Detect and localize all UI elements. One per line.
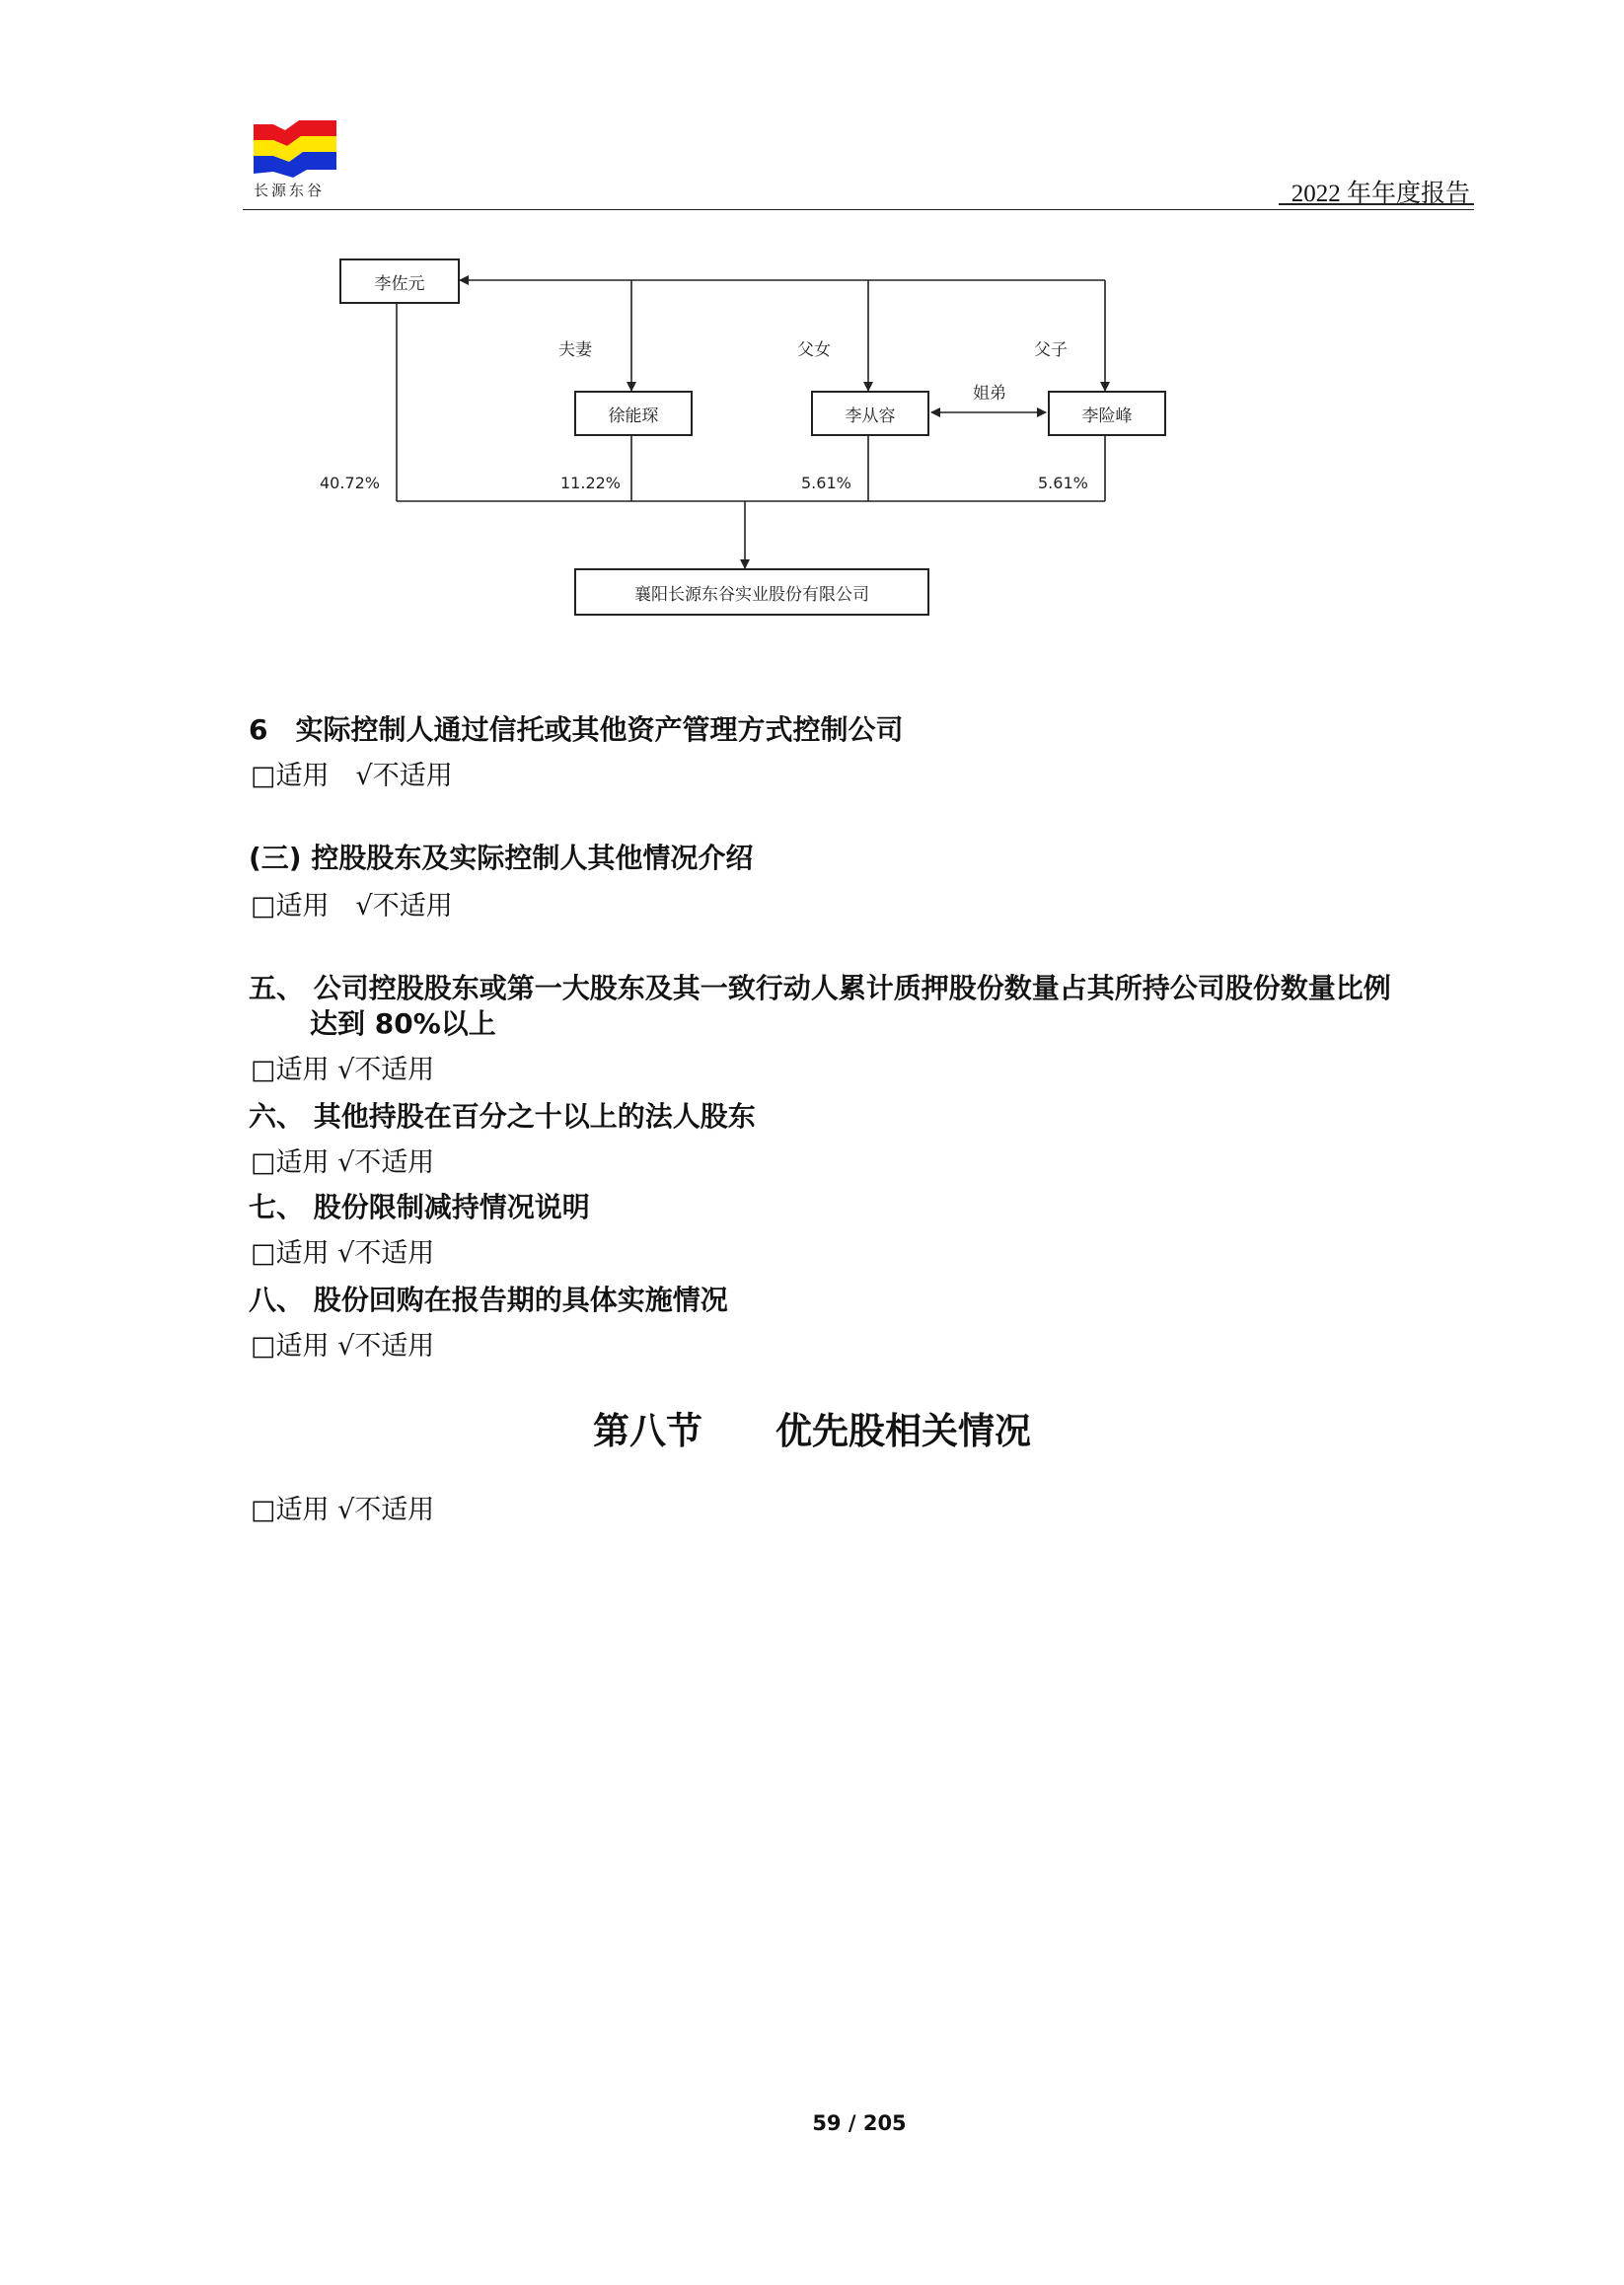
node-company: 襄阳长源东谷实业股份有限公司 [574, 568, 929, 616]
company-logo [252, 116, 338, 205]
node-daughter: 李从容 [811, 391, 929, 436]
holding-spouse: 11.22% [560, 474, 622, 492]
node-spouse: 徐能琛 [574, 391, 693, 436]
applicability-options: □适用 √不适用 [251, 1238, 435, 1269]
section-heading-six: 六、 其他持股在百分之十以上的法人股东 [249, 1100, 756, 1133]
holding-founder: 40.72% [320, 474, 381, 492]
applicability-options: □适用 √不适用 [251, 1495, 435, 1525]
applicability-options: □适用 √不适用 [251, 891, 453, 921]
report-title: 2022 年年度报告 [1291, 181, 1470, 207]
section-heading-seven: 七、 股份限制减持情况说明 [249, 1191, 590, 1223]
section-heading-five-line2: 达到 80%以上 [310, 1007, 496, 1040]
ownership-diagram [296, 245, 1184, 620]
section-heading-eight: 八、 股份回购在报告期的具体实施情况 [249, 1284, 728, 1316]
relation-son: 父子 [1034, 340, 1068, 360]
header-divider [243, 209, 1474, 210]
applicability-options: □适用 √不适用 [251, 1147, 435, 1178]
section-heading-five-line1: 五、 公司控股股东或第一大股东及其一致行动人累计质押股份数量占其所持公司股份数量比例 [249, 972, 1391, 1004]
applicability-options: □适用 √不适用 [251, 1055, 435, 1085]
page-number: 59 / 205 [812, 2111, 907, 2135]
chapter-title: 第八节 优先股相关情况 [593, 1410, 1031, 1452]
applicability-options: □适用 √不适用 [251, 761, 453, 791]
logo-mark-icon [252, 116, 338, 178]
holding-son: 5.61% [1038, 474, 1088, 492]
relation-spouse: 夫妻 [558, 340, 592, 360]
relation-daughter: 父女 [797, 340, 831, 360]
section-heading-6: 6 实际控制人通过信托或其他资产管理方式控制公司 [249, 713, 904, 746]
applicability-options: □适用 √不适用 [251, 1331, 435, 1362]
logo-text: 长源东谷 [254, 182, 326, 199]
holding-daughter: 5.61% [801, 474, 851, 492]
relation-siblings: 姐弟 [973, 384, 1006, 404]
node-son: 李险峰 [1048, 391, 1166, 436]
section-heading-3: (三) 控股股东及实际控制人其他情况介绍 [249, 842, 754, 874]
header-divider-accent [1279, 203, 1474, 205]
node-founder: 李佐元 [339, 258, 460, 304]
